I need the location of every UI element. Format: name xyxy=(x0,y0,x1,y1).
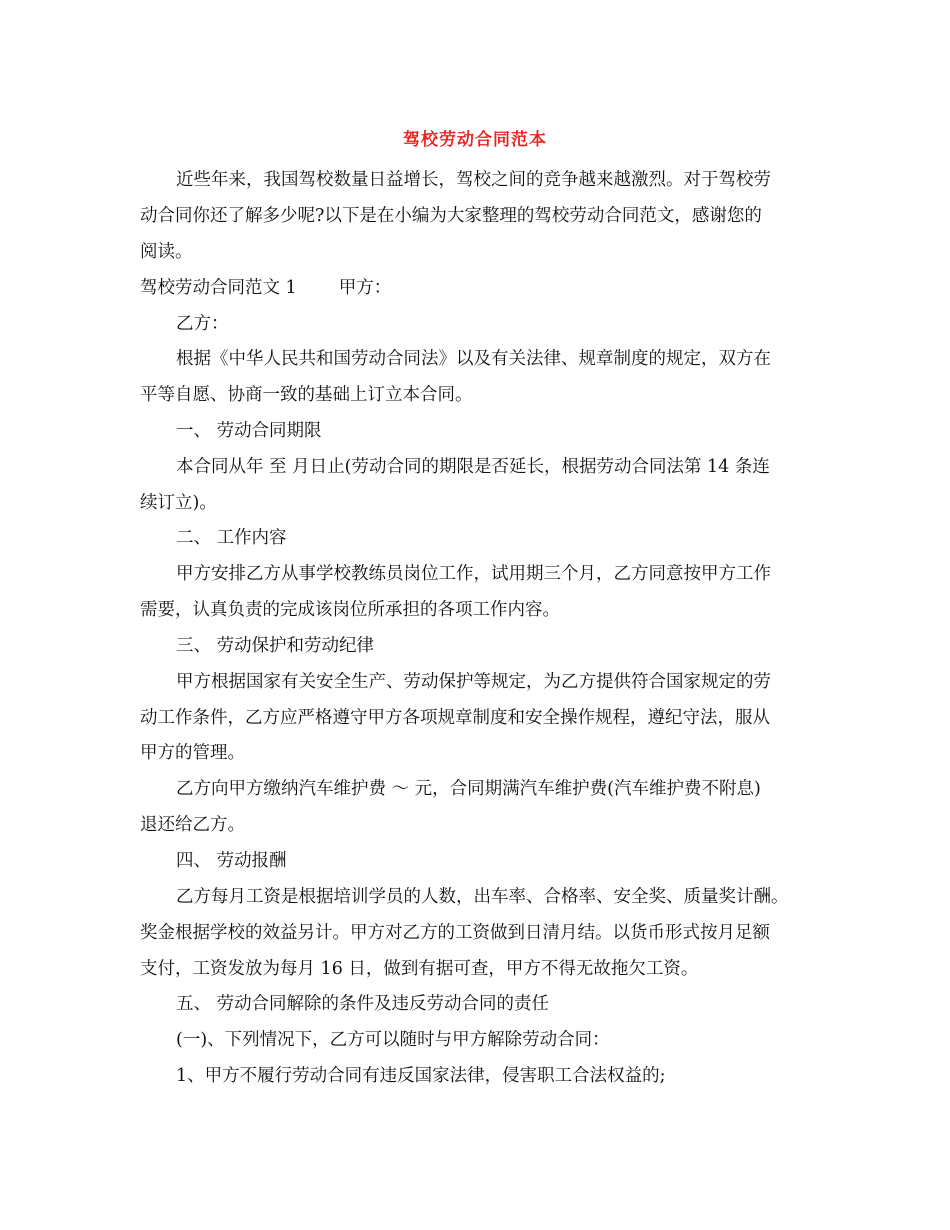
section-2-line-2: 需要，认真负责的完成该岗位所承担的各项工作内容。 xyxy=(140,600,560,620)
intro-line-2: 动合同你还了解多少呢?以下是在小编为大家整理的驾校劳动合同范文，感谢您的 xyxy=(140,206,762,226)
basis-line-1: 根据《中华人民共和国劳动合同法》以及有关法律、规章制度的规定，双方在 xyxy=(176,349,771,369)
section-3-line-2: 动工作条件，乙方应严格遵守甲方各项规章制度和安全操作规程，遵纪守法，服从 xyxy=(140,708,770,728)
section-3-line-3: 甲方的管理。 xyxy=(140,743,245,763)
section-1-line-1: 本合同从年 至 月日止(劳动合同的期限是否延长，根据劳动合同法第 14 条连 xyxy=(176,457,770,477)
basis-line-2: 平等自愿、协商一致的基础上订立本合同。 xyxy=(140,385,473,405)
section-4-line-1: 乙方每月工资是根据培训学员的人数，出车率、合格率、安全奖、质量奖计酬。 xyxy=(176,887,789,907)
party-b-label: 乙方： xyxy=(176,314,229,334)
section-3-heading: 三、 劳动保护和劳动纪律 xyxy=(176,636,375,656)
section-5-item-1: 1、甲方不履行劳动合同有违反国家法律，侵害职工合法权益的; xyxy=(176,1066,666,1086)
intro-line-1: 近些年来，我国驾校数量日益增长，驾校之间的竞争越来越激烈。对于驾校劳 xyxy=(176,170,771,190)
sample-header-line xyxy=(140,276,820,300)
intro-line-3: 阅读。 xyxy=(140,242,193,262)
section-2-line-1: 甲方安排乙方从事学校教练员岗位工作，试用期三个月，乙方同意按甲方工作 xyxy=(176,564,771,584)
section-1-line-2: 续订立)。 xyxy=(140,493,217,513)
section-5-heading: 五、 劳动合同解除的条件及违反劳动合同的责任 xyxy=(176,994,550,1014)
section-3-line-1: 甲方根据国家有关安全生产、劳动保护等规定，为乙方提供符合国家规定的劳 xyxy=(176,672,771,692)
section-4-line-2: 奖金根据学校的效益另计。甲方对乙方的工资做到日清月结。以货币形式按月足额 xyxy=(140,923,770,943)
document-title: 驾校劳动合同范本 xyxy=(403,130,547,150)
party-a-label: 甲方： xyxy=(338,278,392,298)
section-3-fee-line-1: 乙方向甲方缴纳汽车维护费 ～ 元，合同期满汽车维护费(汽车维护费不附息) xyxy=(176,779,761,799)
sample-label: 驾校劳动合同范文 1 xyxy=(140,278,297,298)
section-4-heading: 四、 劳动报酬 xyxy=(176,851,287,871)
section-5-subheading-1: (一)、下列情况下，乙方可以随时与甲方解除劳动合同： xyxy=(176,1030,610,1050)
section-4-line-3: 支付，工资发放为每月 16 日，做到有据可查，甲方不得无故拖欠工资。 xyxy=(140,959,699,979)
section-2-heading: 二、 工作内容 xyxy=(176,528,287,548)
section-1-heading: 一、 劳动合同期限 xyxy=(176,421,322,441)
section-3-fee-line-2: 退还给乙方。 xyxy=(140,815,245,835)
